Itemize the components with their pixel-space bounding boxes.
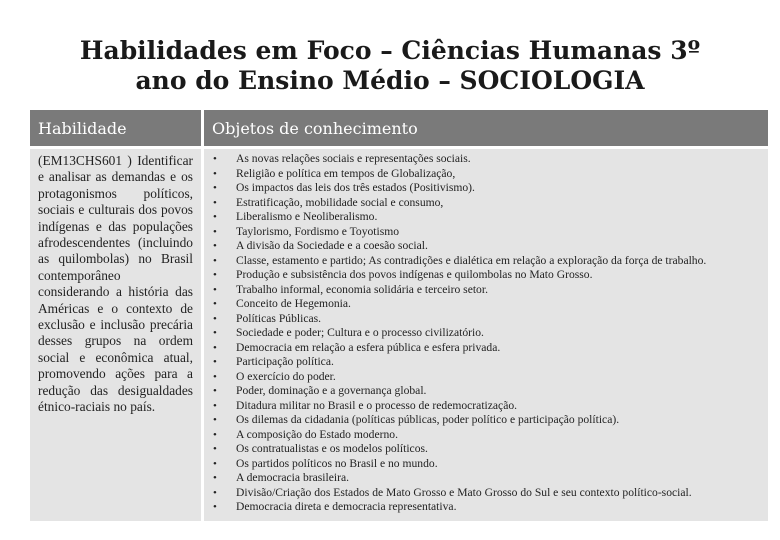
list-item (212, 167, 768, 182)
list-item (212, 370, 768, 385)
bullet-icon: • (213, 182, 217, 194)
bullet-icon: • (213, 312, 217, 325)
list-item (212, 312, 768, 327)
table-row (30, 146, 768, 521)
list-item-text: O exercício do poder. (236, 369, 336, 383)
list-item-text: Produção e subsistência dos povos indígenas e quilombolas no Mato Grosso. (236, 268, 593, 281)
bullet-icon: • (213, 457, 217, 470)
list-item-text: Os impactos das leis dos três estados (Positivismo). (236, 181, 475, 194)
title-line-2: ano do Ensino Médio – SOCIOLOGIA (135, 66, 645, 95)
header-objetos: Objetos de conhecimento (204, 110, 768, 146)
bullet-icon: • (213, 472, 217, 484)
list-item (212, 239, 768, 254)
list-item (212, 355, 768, 370)
list-item-text: Liberalismo e Neoliberalismo. (236, 210, 378, 223)
bullet-icon: • (213, 486, 217, 499)
bullet-icon: • (213, 370, 217, 383)
list-item (212, 254, 768, 269)
list-item-text: Democracia direta e democracia representativa. (236, 500, 457, 513)
bullet-icon: • (213, 254, 217, 267)
bullet-icon: • (213, 196, 217, 209)
list-item (212, 384, 768, 399)
bullet-icon: • (213, 153, 217, 165)
list-item (212, 268, 768, 283)
bullet-icon: • (213, 428, 217, 441)
list-item (212, 428, 768, 443)
bullet-icon: • (213, 414, 217, 426)
list-item-text: Os partidos políticos no Brasil e no mundo. (236, 456, 438, 470)
list-item-text: Trabalho informal, economia solidária e terceiro setor. (236, 282, 488, 296)
bullet-icon: • (213, 327, 217, 339)
bullet-icon: • (213, 240, 217, 252)
bullet-icon: • (213, 283, 217, 296)
list-item-text: Religião e política em tempos de Globalização, (236, 166, 456, 180)
list-item-text: Estratificação, mobilidade social e consumo, (236, 195, 444, 209)
list-item-text: A divisão da Sociedade e a coesão social. (236, 239, 428, 252)
header-habilidade: Habilidade (30, 110, 204, 146)
list-item-text: Políticas Públicas. (236, 311, 322, 325)
list-item-text: A composição do Estado moderno. (236, 427, 398, 441)
list-item (212, 486, 768, 501)
list-item (212, 341, 768, 356)
list-item-text: Os dilemas da cidadania (políticas públicas, poder político e participação política). (236, 413, 620, 426)
list-item-text: Classe, estamento e partido; As contradições e dialética em relação a exploração da força de trabalho. (236, 253, 707, 267)
list-item (212, 283, 768, 298)
title-line-1: Habilidades em Foco – Ciências Humanas 3º (79, 36, 701, 65)
bullet-icon: • (213, 225, 217, 238)
list-item-text: Os contratualistas e os modelos políticos. (236, 442, 428, 455)
list-item (212, 181, 768, 196)
bullet-icon: • (213, 356, 217, 368)
list-item (212, 413, 768, 428)
objects-list (212, 152, 768, 515)
skill-cell: (EM13CHS601 ) Identificar e analisar as demandas e os protagonismos políticos, sociais e culturais dos povos indígenas e das populações afrodescendentes (incluindo as quilombolas) no Brasil contemporâneo considerando a história das Américas e o contexto de exclusão e inclusão precária desses grupos na ordem social e econômica atual, promovendo ações para a redução das desigualdades étnico-raciais no país. (30, 146, 204, 521)
list-item-text: Participação política. (236, 355, 334, 368)
bullet-icon: • (213, 501, 217, 513)
list-item (212, 152, 768, 167)
list-item-text: Poder, dominação e a governança global. (236, 384, 427, 397)
list-item-text: Conceito de Hegemonia. (236, 297, 351, 310)
list-item-text: Democracia em relação a esfera pública e esfera privada. (236, 340, 501, 354)
list-item-text: Sociedade e poder; Cultura e o processo civilizatório. (236, 326, 484, 339)
list-item-text: A democracia brasileira. (236, 471, 349, 484)
bullet-icon: • (213, 211, 217, 223)
list-item-text: Taylorismo, Fordismo e Toyotismo (236, 224, 400, 238)
list-item (212, 399, 768, 414)
list-item (212, 326, 768, 341)
page-title (0, 36, 780, 96)
list-item (212, 297, 768, 312)
list-item (212, 225, 768, 240)
bullet-icon: • (213, 385, 217, 397)
bullet-icon: • (213, 443, 217, 455)
list-item (212, 210, 768, 225)
bullet-icon: • (213, 399, 217, 412)
skills-table (30, 110, 768, 521)
bullet-icon: • (213, 269, 217, 281)
list-item (212, 471, 768, 486)
list-item (212, 500, 768, 515)
bullet-icon: • (213, 341, 217, 354)
list-item (212, 196, 768, 211)
list-item-text: Ditadura militar no Brasil e o processo de redemocratização. (236, 398, 518, 412)
list-item (212, 442, 768, 457)
list-item-text: As novas relações sociais e representações sociais. (236, 152, 471, 165)
bullet-icon: • (213, 298, 217, 310)
objects-cell (204, 146, 768, 521)
bullet-icon: • (213, 167, 217, 180)
table-header-row (30, 110, 768, 146)
list-item-text: Divisão/Criação dos Estados de Mato Grosso e Mato Grosso do Sul e seu contexto político-social. (236, 485, 692, 499)
list-item (212, 457, 768, 472)
